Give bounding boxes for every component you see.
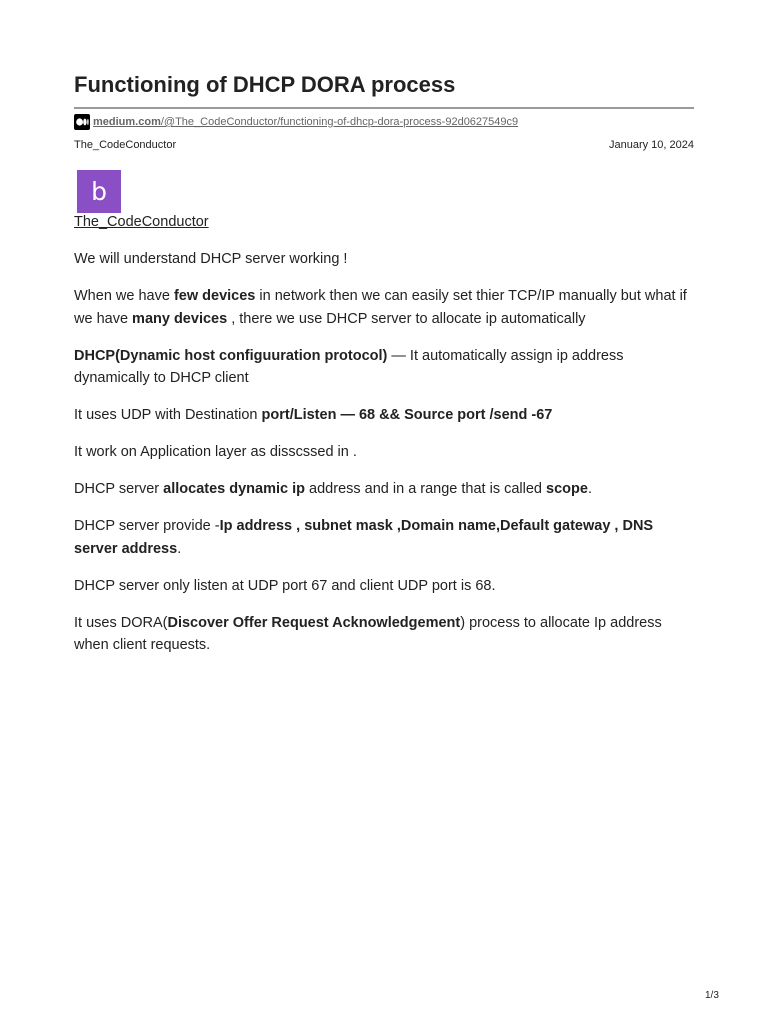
- bold-text: allocates dynamic ip: [163, 481, 306, 497]
- paragraph-8: DHCP server only listen at UDP port 67 and client UDP port is 68.: [74, 577, 496, 594]
- text-run: It uses DORA(: [74, 614, 168, 631]
- page-number: 1/3: [705, 990, 719, 1001]
- text-run: When we have: [74, 288, 174, 304]
- meta-date: January 10, 2024: [608, 139, 694, 151]
- text-run: , there we use DHCP server to allocate ip automatically: [227, 310, 586, 327]
- text-run: in network then we can easily set thier TCP/IP manually but what if we have: [74, 288, 687, 327]
- text-run: ) process to allocate Ip address when client requests.: [74, 614, 662, 653]
- medium-logo-icon: [74, 114, 90, 130]
- paragraph-3: [74, 345, 699, 390]
- source-path: /@The_CodeConductor/functioning-of-dhcp-dora-process-92d0627549c9: [160, 116, 519, 128]
- bold-text: port/Listen — 68 && Source port /send -67: [261, 407, 553, 423]
- source-row: [74, 114, 518, 130]
- avatar-letter: b: [91, 177, 107, 206]
- text-run: address and in a range that is called: [305, 481, 547, 497]
- article-body: [74, 248, 699, 671]
- text-run: — It automatically assign ip address dynamically to DHCP client: [74, 347, 624, 386]
- text-run: .: [177, 540, 182, 557]
- bold-text: scope: [546, 481, 588, 497]
- text-run: It uses UDP with Destination: [74, 407, 262, 423]
- bold-text: Ip address , subnet mask ,Domain name,Default gateway , DNS server address: [74, 518, 654, 557]
- meta-author: The_CodeConductor: [74, 139, 177, 151]
- author-link[interactable]: The_CodeConductor: [74, 214, 209, 230]
- page-title: Functioning of DHCP DORA process: [74, 72, 456, 97]
- bold-text: many devices: [132, 310, 228, 327]
- paragraph-6: [74, 478, 699, 501]
- paragraph-7: [74, 515, 699, 560]
- paragraph-9: [74, 612, 699, 657]
- paragraph-5: It work on Application layer as disscssed in .: [74, 444, 357, 460]
- bold-text: DHCP(Dynamic host configuuration protocol): [74, 347, 388, 364]
- text-run: DHCP server provide -: [74, 518, 220, 534]
- text-run: .: [587, 481, 592, 497]
- bold-text: Discover Offer Request Acknowledgement: [167, 614, 461, 631]
- avatar[interactable]: [77, 170, 121, 213]
- meta-row: [74, 139, 694, 151]
- bold-text: few devices: [173, 288, 256, 304]
- text-run: DHCP server: [74, 481, 164, 497]
- paragraph-2: [74, 285, 699, 330]
- paragraph-4: [74, 404, 699, 427]
- paragraph-1: We will understand DHCP server working !: [74, 251, 348, 267]
- source-domain: medium.com: [93, 116, 161, 128]
- title-divider: [74, 107, 694, 109]
- source-url-link[interactable]: [93, 116, 518, 128]
